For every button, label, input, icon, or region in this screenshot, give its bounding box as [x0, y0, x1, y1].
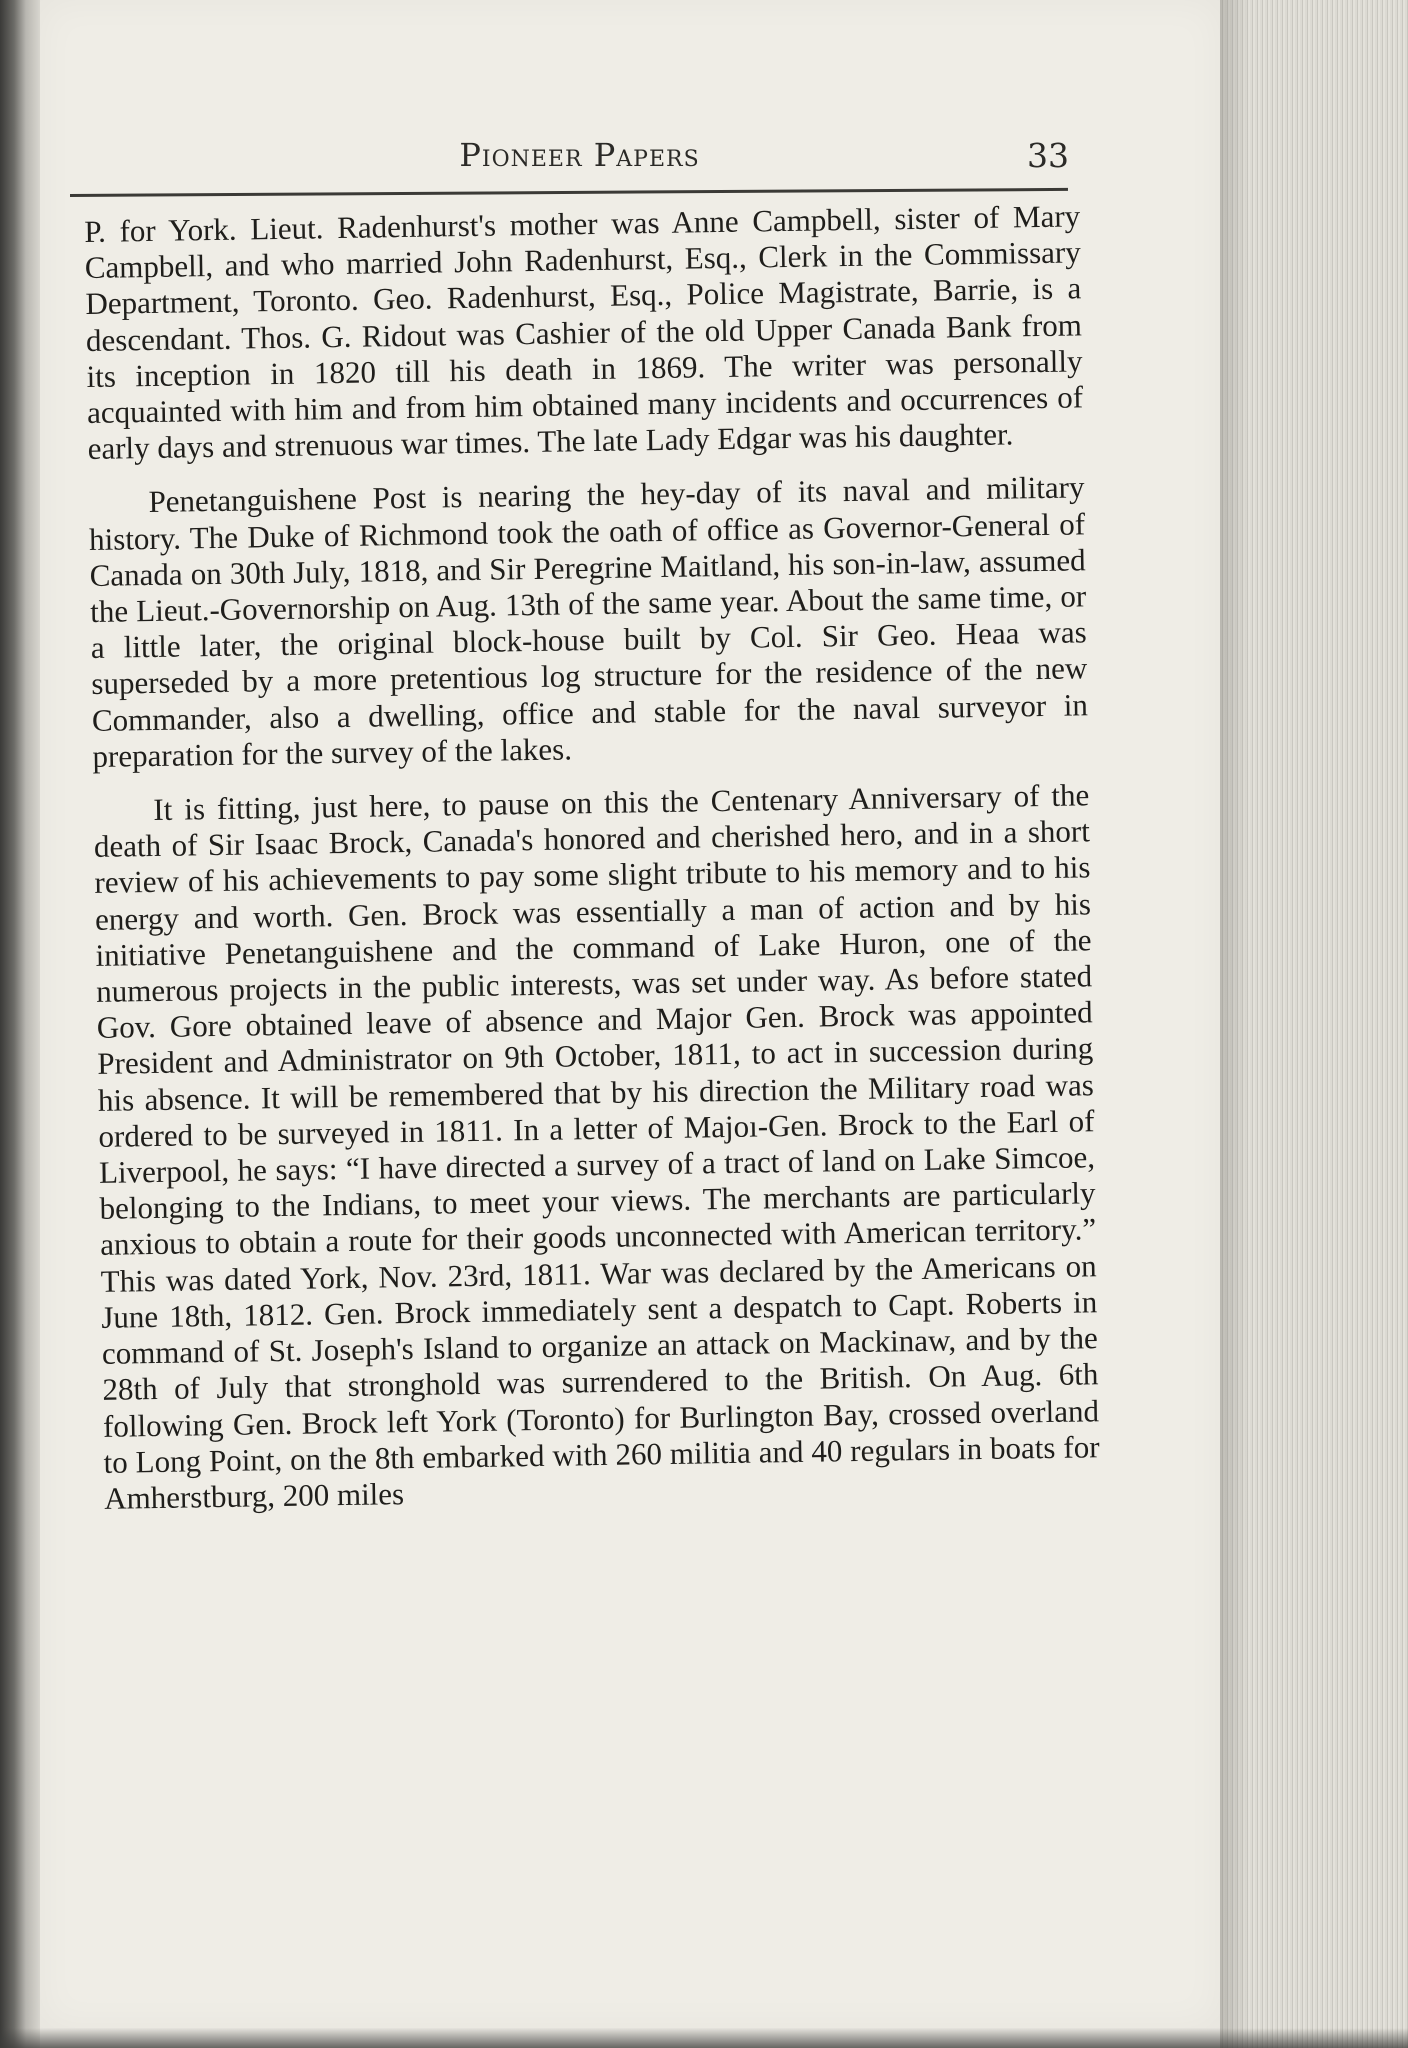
running-title: Pioneer Papers [459, 136, 700, 174]
paragraph-1: P. for York. Lieut. Radenhurst's mother was Anne Campbell, sister of Mary Campbell, and who married John Radenhurst, Esq., Clerk in the Commissary Department, Toronto. Geo. Radenhurst, Esq., Police Magistrate, Barrie, is a descendant. Thos. G. Ridout was Cashier of the old Upper Canada Bank from its inception in 1820 till his death in 1869. The writer was personally acquainted with him and from him obtained many incidents and occurrences of early days and strenuous war times. The late Lady Edgar was his daughter. [84, 198, 1084, 467]
page-stack-edge [1220, 0, 1408, 2048]
page-number: 33 [1027, 136, 1069, 175]
bottom-shadow [0, 2028, 1408, 2048]
paragraph-2: Penetanguishene Post is nearing the hey-day of its naval and military history. The Duke of Richmond took the oath of office as Governor-General of Canada on 30th July, 1818, and Sir Peregrine Maitland, his son-in-law, assumed the Lieut.-Governorship on Aug. 13th of the same year. About the same time, or a little later, the original block-house built by Col. Sir Geo. Heaa was superseded by a more pretentious log structure for the residence of the new Commander, also a dwelling, office and stable for the naval surveyor in preparation for the survey of the lakes. [88, 469, 1089, 774]
book-gutter-shadow [0, 0, 40, 2048]
paragraph-3: It is fitting, just here, to pause on this the Centenary Anniversary of the death of Sir Isaac Brock, Canada's honored and cherished hero, and in a short review of his achievements to pay some slight tribute to his memory and to his energy and worth. Gen. Brock was essentially a man of action and by his initiative Penetanguishene and the command of Lake Huron, one of the numerous projects in the public interests, was set under way. As before stated Gov. Gore obtained leave of absence and Major Gen. Brock was appointed President and Administrator on 9th October, 1811, to act in succession during his absence. It will be remembered that by his direction the Military road was ordered to be surveyed in 1811. In a letter of Majoı-Gen. Brock to the Earl of Liverpool, he says: “I have directed a survey of a tract of land on Lake Simcoe, belonging to the Indians, to meet your views. The merchants are particularly anxious to obtain a route for their goods unconnected with American territory.” This was dated York, Nov. 23rd, 1811. War was declared by the Americans on June 18th, 1812. Gen. Brock immediately sent a despatch to Capt. Roberts in command of St. Joseph's Island to organize an attack on Mackinaw, and by the 28th of July that stronghold was surrendered to the British. On Aug. 6th following Gen. Brock left York (Toronto) for Burlington Bay, crossed overland to Long Point, on the 8th embarked with 260 militia and 40 regulars in boats for Amherstburg, 200 miles [93, 777, 1100, 1516]
body-text [84, 198, 1101, 1535]
page-header [82, 136, 1077, 180]
